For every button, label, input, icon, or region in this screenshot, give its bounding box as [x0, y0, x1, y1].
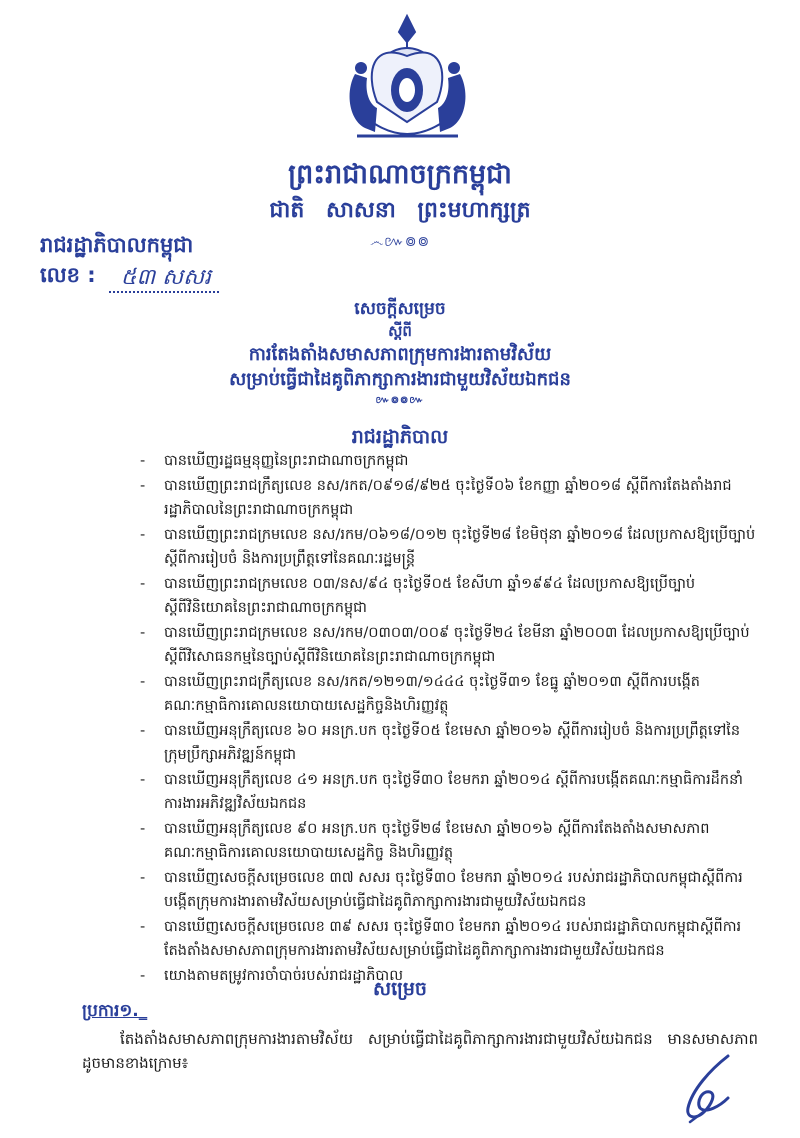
article-1-text: តែងតាំងសមាសភាពក្រុមការងារតាមវិស័យ សម្រាប់ធ្វើជាដៃគូពិភាក្សាការងារជាមួយវិស័យឯកជន មានសមាសភាព ដូចមានខាងក្រោម៖ [82, 1030, 758, 1072]
clause-dash: - [140, 918, 146, 935]
clause-text: បានឃើញរដ្ឋធម្មនុញ្ញនៃព្រះរាជាណាចក្រកម្ពុជា [164, 453, 409, 469]
clause-dash: - [140, 820, 146, 837]
clause-dash: - [140, 673, 146, 690]
list-item [140, 572, 760, 621]
clause-text: បានឃើញសេចក្តីសម្រេចលេខ ៣៧ សសរ ចុះថ្ងៃទី៣០ ខែមករា ឆ្នាំ២០១៤ របស់រាជរដ្ឋាភិបាលកម្ពុជាស្តីពីការបង្កើតក្រុមការងារតាមវិស័យសម្រាប់ធ្វើជាដៃគូពិភាក្សាការងារជាមួយវិស័យឯកជន [164, 869, 743, 910]
clause-text: បានឃើញអនុក្រឹត្យលេខ ៤១ អនក្រ.បក ចុះថ្ងៃទី៣០ ខែមករា ឆ្នាំ២០១៤ ស្តីពីការបង្កើតគណៈកម្មាធិការដឹកនាំការងារអភិវឌ្ឍវិស័យឯកជន [164, 771, 743, 812]
clause-text: បានឃើញព្រះរាជក្រមលេខ នស/រកម/០៦១៨/០១២ ចុះថ្ងៃទី២៨ ខែមិថុនា ឆ្នាំ២០១៨ ដែលប្រកាសឱ្យប្រើច្បាប់ស្តីពីការរៀបចំ និងការប្រព្រឹត្តទៅនៃគណៈរដ្ឋមន្ត្រី [164, 526, 756, 567]
list-item [140, 621, 760, 670]
clause-text: បានឃើញព្រះរាជក្រឹត្យលេខ នស/រកត/១២១៣/១៤៤៤ ចុះថ្ងៃទី៣១ ខែធ្នូ ឆ្នាំ២០១៣ ស្តីពីការបង្កើតគណៈកម្មាធិការគោលនយោបាយសេដ្ឋកិច្ចនិងហិរញ្ញវត្ថុ [164, 673, 700, 714]
clause-dash: - [140, 722, 146, 739]
clause-dash: - [140, 967, 146, 984]
motto-ornament: ෴៚៙៙ [369, 234, 431, 250]
clause-dash: - [140, 477, 146, 494]
clause-text: យោងតាមតម្រូវការចាំបាច់របស់រាជរដ្ឋាភិបាល [164, 967, 404, 984]
decision-heading: សម្រេច [373, 978, 427, 1000]
royal-coat-of-arms-icon [335, 12, 480, 152]
reference-number-row [40, 262, 219, 292]
title-subject-line1: ការតែងតាំងសមាសភាពក្រុមការងារតាមវិស័យ [248, 344, 552, 365]
reference-label: លេខ : [40, 263, 96, 287]
title-about: ស្តីពី [388, 322, 412, 340]
reference-number: ៥៣ សសរ [120, 265, 212, 290]
article-1-heading: ប្រការ១._ [82, 1001, 148, 1021]
list-item [140, 670, 760, 719]
clause-text: បានឃើញអនុក្រឹត្យលេខ ៦០ អនក្រ.បក ចុះថ្ងៃទី០៥ ខែមេសា ឆ្នាំ២០១៦ ស្តីពីការរៀបចំ និងការប្រព្រឹត្តទៅនៃក្រុមប្រឹក្សាអភិវឌ្ឍន៍កម្ពុជា [164, 722, 741, 763]
handwritten-signature [670, 1050, 750, 1130]
title-subject-line2: សម្រាប់ធ្វើជាដៃគូពិភាក្សាការងារជាមួយវិស័យឯកជន [229, 369, 571, 390]
clause-text: បានឃើញអនុក្រឹត្យលេខ ៩០ អនក្រ.បក ចុះថ្ងៃទី២៨ ខែមេសា ឆ្នាំ២០១៦ ស្តីពីការតែងតាំងសមាសភាពគណៈកម្មាធិការគោលនយោបាយសេដ្ឋកិច្ច និងហិរញ្ញវត្ថុ [164, 820, 710, 861]
clause-dash: - [140, 526, 146, 543]
decision-title: សេចក្តីសម្រេច [354, 299, 446, 319]
clause-text: បានឃើញសេចក្តីសម្រេចលេខ ៣៩ សសរ ចុះថ្ងៃទី៣០ ខែមករា ឆ្នាំ២០១៤ របស់រាជរដ្ឋាភិបាលកម្ពុជាស្តីពីការតែងតាំងសមាសភាពក្រុមការងារតាមវិស័យសម្រាប់ធ្វើជាដៃគូពិភាក្សាការងារជាមួយវិស័យឯកជន [164, 918, 742, 959]
clause-dash: - [140, 771, 146, 788]
government-heading: រាជរដ្ឋាភិបាល [351, 426, 449, 448]
list-item [140, 768, 760, 817]
reference-dotted-line [109, 265, 219, 293]
national-motto: ជាតិ សាសនា ព្រះមហាក្សត្រ [269, 198, 531, 223]
list-item [140, 719, 760, 768]
clause-text: បានឃើញព្រះរាជក្រមលេខ នស/រកម/០៣០៣/០០៩ ចុះថ្ងៃទី២៤ ខែមីនា ឆ្នាំ២០០៣ ដែលប្រកាសឱ្យប្រើច្បាប់ស្តីពីវិសោធនកម្មនៃច្បាប់ស្តីពីវិនិយោគនៃព្រះរាជាណាចក្រកម្ពុជា [164, 624, 750, 665]
list-item [140, 866, 760, 915]
list-item [140, 915, 760, 964]
clause-dash: - [140, 575, 146, 592]
clause-dash: - [140, 869, 146, 886]
recital-list [140, 449, 760, 988]
title-ornament: ៚៙៙៚ [375, 395, 425, 406]
clause-text: បានឃើញព្រះរាជក្រឹត្យលេខ នស/រកត/០៩១៨/៩២៥ ចុះថ្ងៃទី០៦ ខែកញ្ញា ឆ្នាំ២០១៨ ស្តីពីការតែងតាំងរាជរដ្ឋាភិបាលនៃព្រះរាជាណាចក្រកម្ពុជា [164, 477, 732, 518]
list-item [140, 449, 760, 474]
issuing-government: រាជរដ្ឋាភិបាលកម្ពុជា [40, 233, 194, 257]
list-item [140, 523, 760, 572]
list-item [140, 474, 760, 523]
list-item [140, 817, 760, 866]
clause-dash: - [140, 453, 146, 469]
clause-dash: - [140, 624, 146, 641]
clause-text: បានឃើញព្រះរាជក្រមលេខ ០៣/នស/៩៤ ចុះថ្ងៃទី០៥ ខែសីហា ឆ្នាំ១៩៩៤ ដែលប្រកាសឱ្យប្រើច្បាប់ស្តីពីវិនិយោគនៃព្រះរាជាណាចក្រកម្ពុជា [164, 575, 696, 616]
kingdom-title: ព្រះរាជាណាចក្រកម្ពុជា [288, 159, 512, 190]
